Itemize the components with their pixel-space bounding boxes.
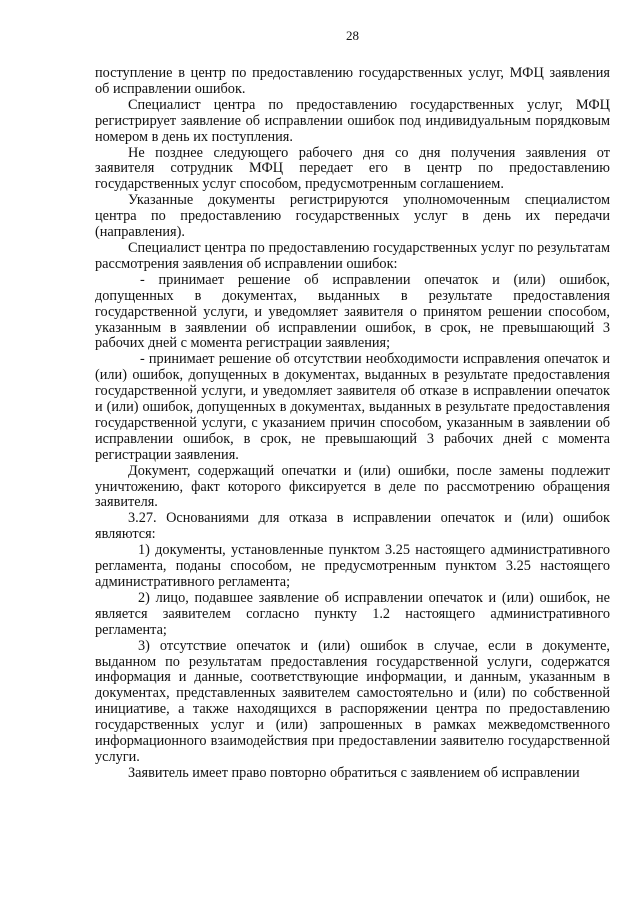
paragraph: Документ, содержащий опечатки и (или) ошибки, после замены подлежит уничтожению, факт которого фиксируется в деле по рассмотрению обращения заявителя. (95, 462, 610, 511)
document-body (95, 66, 610, 782)
clause-heading: 3.27. Основаниями для отказа в исправлении опечаток и (или) ошибок являются: (95, 510, 610, 543)
paragraph: Специалист центра по предоставлению государственных услуг по результатам рассмотрения заявления об исправлении ошибок: (95, 239, 610, 272)
paragraph: поступление в центр по предоставлению государственных услуг, МФЦ заявления об исправлении ошибок. (95, 65, 610, 97)
paragraph: Не позднее следующего рабочего дня со дня получения заявления от заявителя сотрудник МФЦ передает его в центр по предоставлению государственных услуг способом, предусмотренным соглашением. (95, 144, 610, 193)
clause-item: 3) отсутствие опечаток и (или) ошибок в случае, если в документе, выданном по результатам предоставления государственной услуги, содержатся информация и данные, соответствующие информации, и данным, указанным в документах, представленных заявителем самостоятельно и (или) по собственной инициативе, а также находящихся в распоряжении центра по предоставлению государственных услуг и (или) запрошенных в рамках межведомственного информационного взаимодействия при предоставлении заявителю государственной услуги. (95, 637, 610, 765)
page-number: 28 (346, 28, 359, 43)
paragraph: Заявитель имеет право повторно обратиться с заявлением об исправлении (128, 764, 580, 781)
paragraph: Указанные документы регистрируются уполномоченным специалистом центра по предоставлению государственных услуг в день их передачи (направления). (95, 192, 610, 241)
list-item: - принимает решение об отсутствии необходимости исправления опечаток и (или) ошибок, допущенных в документах, выданных в результате предоставления государственной услуги, и уведомляет заявителя об отказе в исправлении опечаток и (или) ошибок, допущенных в документах, выданных в результате предоставления государственной услуги, с указанием причин способом, указанным в заявлении об исправлении ошибок, в срок, не превышающий 3 рабочих дней с момента регистрации заявления. (95, 351, 610, 463)
paragraph: Специалист центра по предоставлению государственных услуг, МФЦ регистрирует заявление об исправлении ошибок под индивидуальным порядковым номером в день их поступления. (95, 96, 610, 145)
clause-item: 1) документы, установленные пунктом 3.25 настоящего административного регламента, поданы способом, не предусмотренным пунктом 3.25 настоящего административного регламента; (95, 542, 610, 590)
list-item: - принимает решение об исправлении опечаток и (или) ошибок, допущенных в документах, выданных в результате предоставления государственной услуги, и уведомляет заявителя о принятом решении способом, указанным в заявлении об исправлении ошибок, в срок, не превышающий 3 рабочих дней с момента регистрации заявления; (95, 271, 610, 352)
clause-item: 2) лицо, подавшее заявление об исправлении опечаток и (или) ошибок, не является заявителем согласно пункту 1.2 настоящего административного регламента; (95, 589, 610, 638)
